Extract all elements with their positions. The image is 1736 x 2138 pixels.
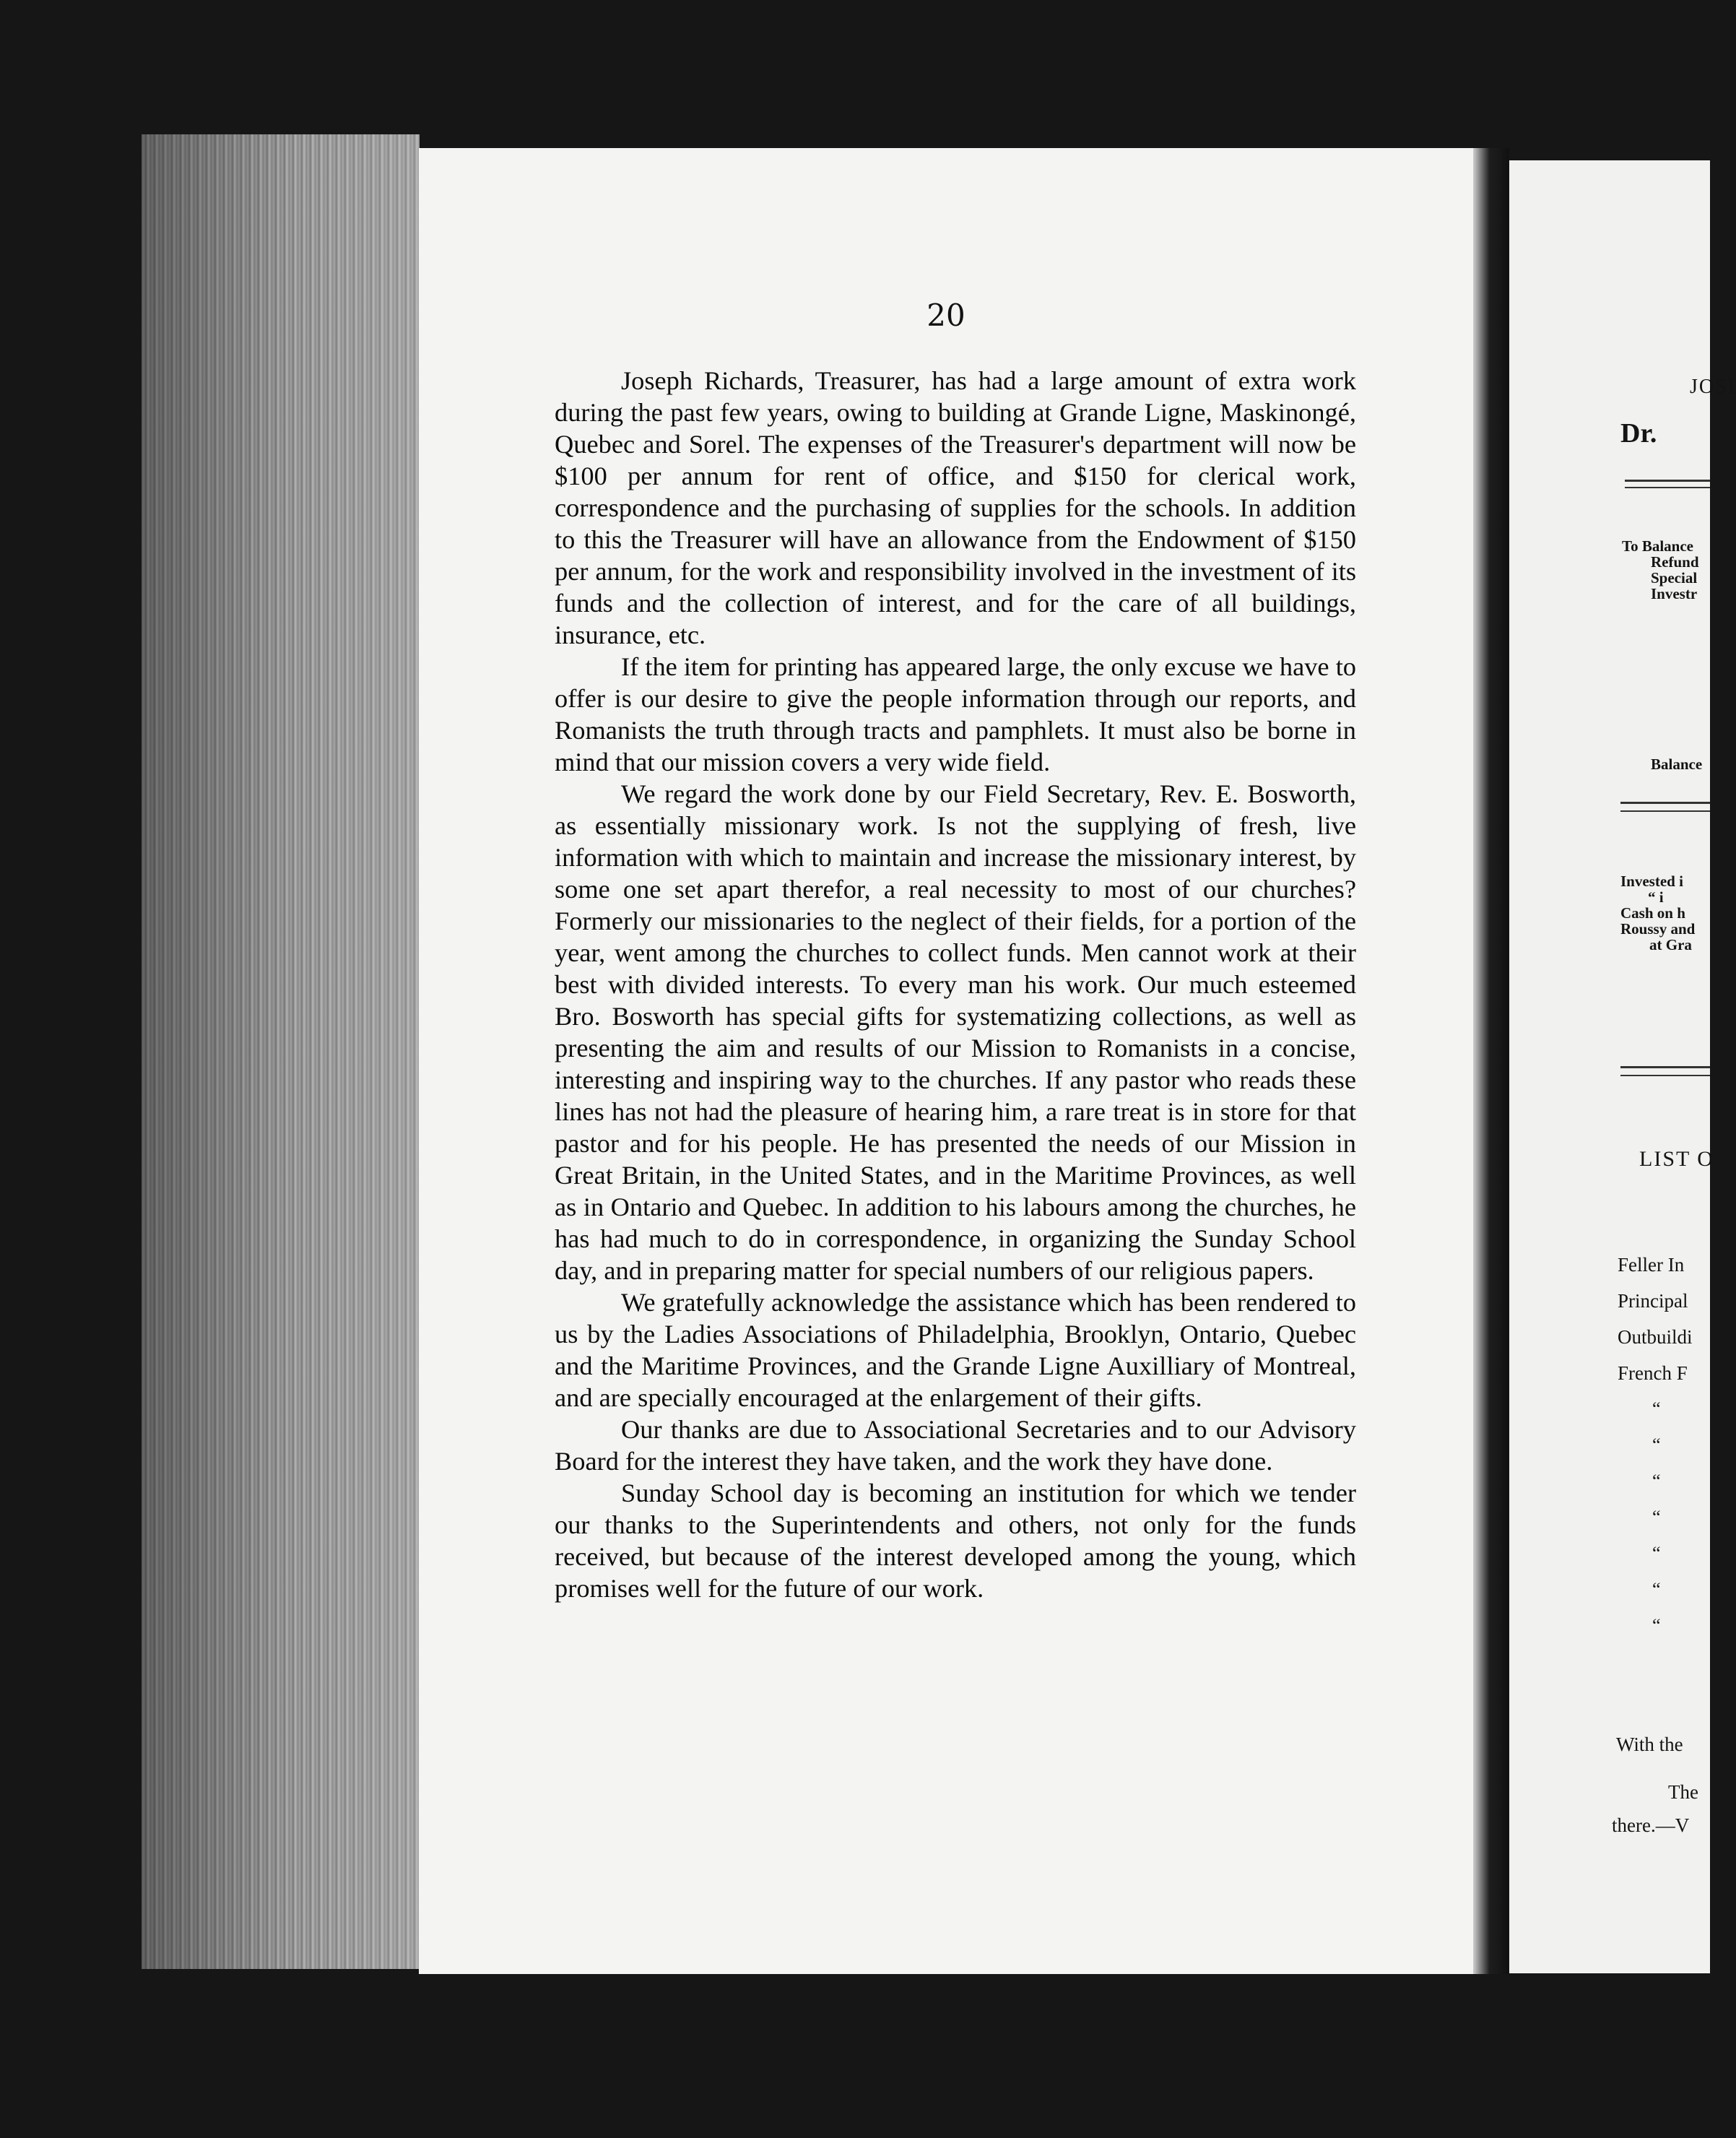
ledger-line: Roussy and <box>1620 920 1696 938</box>
list-item: Outbuildi <box>1618 1326 1693 1348</box>
book-page-edges <box>142 134 420 1969</box>
book-gutter <box>1473 148 1509 1974</box>
right-rule-3 <box>1620 802 1710 804</box>
left-page-body <box>555 365 1356 1604</box>
right-page-dr: Dr. <box>1620 418 1657 449</box>
ditto-mark: “ <box>1652 1615 1661 1636</box>
list-item: Principal <box>1618 1290 1688 1312</box>
footer-line: The <box>1668 1781 1698 1803</box>
ditto-mark: “ <box>1652 1398 1661 1419</box>
ditto-mark: “ <box>1652 1543 1661 1564</box>
paragraph-thanks: Our thanks are due to Associational Secretaries and to our Advisory Board for the interest they have taken, and the work they have done. <box>555 1415 1356 1476</box>
footer-line: there.—V <box>1612 1814 1690 1836</box>
paragraph-treasurer: Joseph Richards, Treasurer, has had a large amount of extra work during the past few years, owing to building at Grande Ligne, Maskinongé, Quebec and Sorel. The expenses of the Treasurer's department will now be $100 per annum for rent of office, and $150 for clerical work, correspondence and the purchasing of supplies for the schools. In addition to this the Treasurer will have an allowance from the Endowment of $150 per annum, for the work and responsibility involved in the investment of its funds and the collection of interest, and for the care of all buildings, insurance, etc. <box>555 366 1356 649</box>
paragraph-ladies-associations: We gratefully acknowledge the assistance which has been rendered to us by the Ladies Associations of Philadelphia, Brooklyn, Ontario, Quebec and the Maritime Provinces, and the Grande Ligne Auxilliary of Montreal, and are specially encouraged at the enlargement of their gifts. <box>555 1288 1356 1412</box>
ledger-line: Special <box>1651 569 1698 587</box>
ledger-line: “ i <box>1648 888 1664 906</box>
right-rule-1 <box>1625 480 1710 482</box>
list-item: French F <box>1618 1362 1688 1384</box>
ditto-mark: “ <box>1652 1507 1661 1528</box>
ledger-line: at Gra <box>1649 936 1692 953</box>
ledger-line: To Balance <box>1622 537 1693 555</box>
ditto-mark: “ <box>1652 1471 1661 1492</box>
paragraph-field-secretary: We regard the work done by our Field Secretary, Rev. E. Bosworth, as essentially missionary work. Is not the supplying of fresh, live information with which to maintain and increase the missionary interest, by some one set apart therefor, a real necessity to most of our churches? Formerly our missionaries to the neglect of their fields, for a portion of the year, went among the churches to collect funds. Men cannot work at their best with divided interests. To every man his work. Our much esteemed Bro. Bosworth has special gifts for systematizing collections, as well as presenting the aim and results of our Mission to Romanists in a concise, interesting and inspiring way to the churches. If any pastor who reads these lines has not had the pleasure of hearing him, a rare treat is in store for that pastor and for his people. He has presented the needs of our Mission in Great Britain, in the United States, and in the Maritime Provinces, as well as in Ontario and Quebec. In addition to his labours among the churches, he has had much to do in correspondence, in organizing the Sunday School day, and in preparing matter for special numbers of our religious papers. <box>555 779 1356 1285</box>
list-item: Feller In <box>1618 1254 1685 1276</box>
ditto-mark: “ <box>1652 1434 1661 1455</box>
paragraph-sunday-school: Sunday School day is becoming an institution for which we tender our thanks to the Superintendents and others, not only for the funds received, but because of the interest developed among the young, which promises well for the future of our work. <box>555 1479 1356 1603</box>
ditto-mark: “ <box>1652 1579 1661 1600</box>
right-rule-4 <box>1620 810 1710 812</box>
footer-line: With the <box>1616 1734 1683 1755</box>
right-page-header: JOSI <box>1690 376 1736 398</box>
ledger-balance: Balance <box>1651 756 1703 773</box>
ledger-line: Invested i <box>1620 873 1683 890</box>
ledger-line: Refund <box>1651 553 1699 571</box>
right-rule-5 <box>1620 1066 1710 1068</box>
right-rule-6 <box>1620 1075 1710 1076</box>
right-rule-2 <box>1625 487 1710 488</box>
ledger-line: Investr <box>1651 585 1698 602</box>
ledger-line: Cash on h <box>1620 904 1685 922</box>
paragraph-printing: If the item for printing has appeared large, the only excuse we have to offer is our desire to give the people information through our reports, and Romanists the truth through tracts and pamphlets. It must also be borne in mind that our mission covers a very wide field. <box>555 652 1356 776</box>
list-heading: LIST O <box>1639 1147 1714 1171</box>
page-number: 20 <box>926 298 965 333</box>
